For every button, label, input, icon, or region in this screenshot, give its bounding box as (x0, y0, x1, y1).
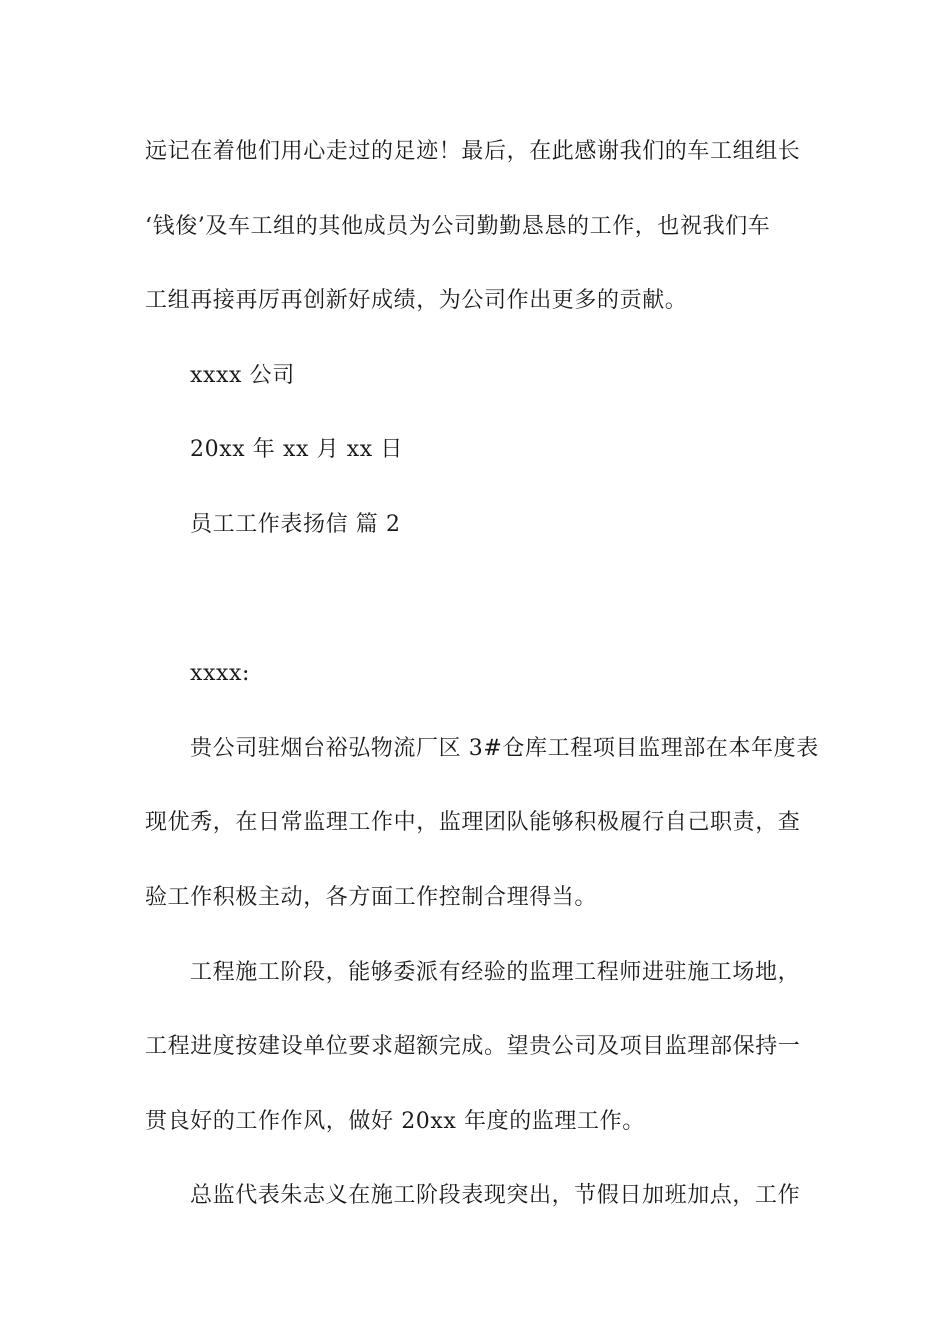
salutation: xxxx: (190, 661, 251, 686)
paragraph-line: 远记在着他们用心走过的足迹！最后，在此感谢我们的车工组组长 (145, 139, 801, 164)
paragraph-line: 工组再接再厉再创新好成绩，为公司作出更多的贡献。 (145, 288, 688, 313)
signature-date: 20xx 年 xx 月 xx 日 (190, 437, 404, 462)
paragraph-line: ‘钱俊’及车工组的其他成员为公司勤勤恳恳的工作，也祝我们车 (145, 214, 771, 239)
paragraph-line: 贵公司驻烟台裕弘物流厂区 3#仓库工程项目监理部在本年度表 (190, 736, 819, 761)
paragraph-line: 总监代表朱志义在施工阶段表现突出，节假日加班加点，工作 (190, 1183, 801, 1208)
paragraph-line: 贯良好的工作作风，做好 20xx 年度的监理工作。 (145, 1109, 645, 1134)
section-heading: 员工工作表扬信 篇 2 (190, 512, 401, 537)
paragraph-line: 验工作积极主动，各方面工作控制合理得当。 (145, 885, 598, 910)
paragraph-line: 现优秀，在日常监理工作中，监理团队能够积极履行自己职责，查 (145, 810, 801, 835)
paragraph-line: 工程进度按建设单位要求超额完成。望贵公司及项目监理部保持一 (145, 1034, 801, 1059)
signature-company: xxxx 公司 (190, 363, 295, 388)
paragraph-line: 工程施工阶段，能够委派有经验的监理工程师进驻施工场地， (190, 960, 801, 985)
